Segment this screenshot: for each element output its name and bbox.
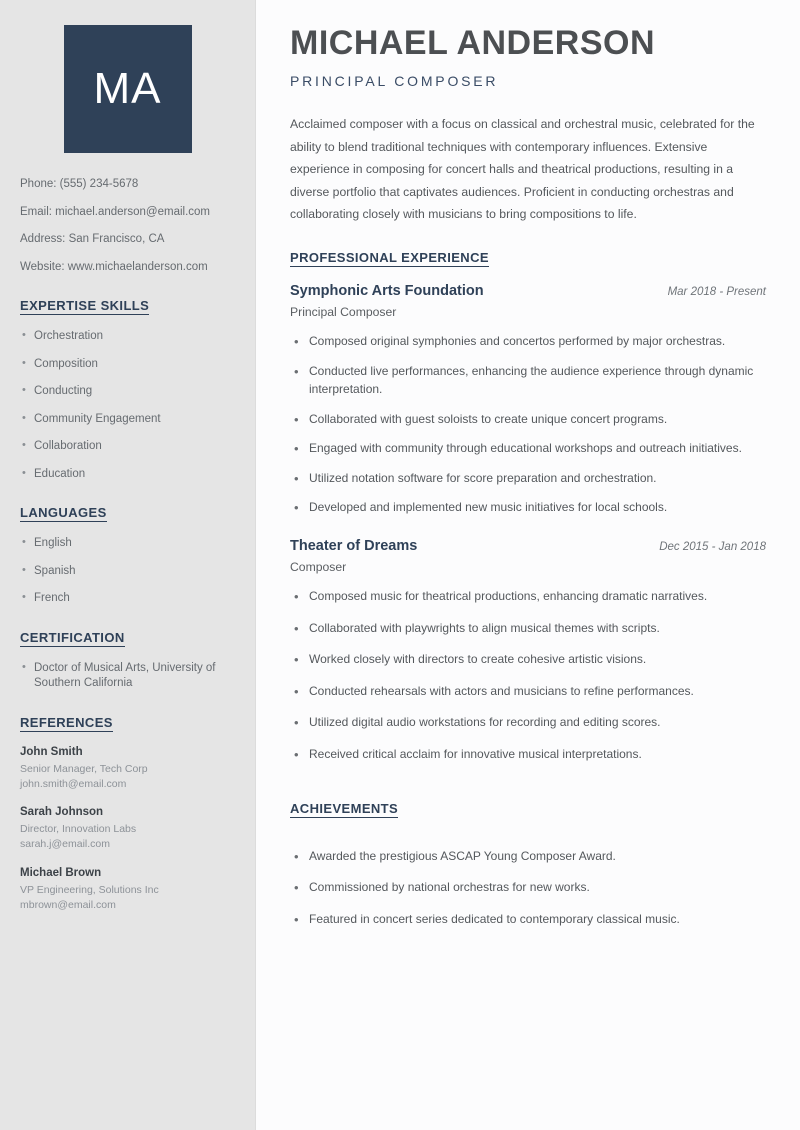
job-title: PRINCIPAL COMPOSER	[290, 73, 499, 90]
languages-list	[20, 536, 235, 607]
experience-header	[290, 538, 766, 554]
reference-role: Director, Innovation Labs	[20, 823, 137, 836]
employment-dates: Dec 2015 - Jan 2018	[659, 541, 766, 554]
summary-paragraph: Acclaimed composer with a focus on classical and orchestral music, celebrated for the ability to blend traditional techniques with contemporary influences. Extensive experience in composing for concert halls and theatrical productions, resulting in a diverse portfolio that captivates audiences. Proficient in conducting orchestras and collaborating closely with musicians to bring compositions to life.	[290, 117, 755, 222]
list-item: • Awarded the prestigious ASCAP Young Composer Award.	[290, 847, 766, 866]
list-item: • Doctor of Musical Arts, University of Southern California	[20, 661, 235, 692]
list-item: • Conducted rehearsals with actors and musicians to refine performances.	[290, 682, 766, 701]
contact-website: Website: www.michaelanderson.com	[20, 260, 208, 273]
reference-name: Sarah Johnson	[20, 806, 104, 819]
list-item: • Composition	[20, 357, 235, 373]
list-item: • Utilized notation software for score preparation and orchestration.	[290, 469, 766, 488]
list-item: • Collaborated with guest soloists to create unique concert programs.	[290, 410, 766, 429]
reference-email: sarah.j@email.com	[20, 838, 111, 851]
list-item	[20, 806, 235, 852]
page-title: MICHAEL ANDERSON	[290, 24, 656, 62]
experience-entry	[290, 283, 766, 517]
job-role: Composer	[290, 560, 347, 575]
section-expertise-skills	[20, 297, 235, 482]
list-item: • Engaged with community through educational workshops and outreach initiatives.	[290, 439, 766, 458]
sidebar	[0, 0, 256, 1130]
list-item: • Composed original symphonies and concertos performed by major orchestras.	[290, 332, 766, 351]
experience-header	[290, 283, 766, 299]
list-item: • Worked closely with directors to create cohesive artistic visions.	[290, 650, 766, 669]
references-heading: REFERENCES	[20, 714, 113, 730]
list-item: • Education	[20, 467, 235, 483]
experience-bullets	[290, 587, 766, 764]
contact-address: Address: San Francisco, CA	[20, 233, 165, 246]
list-item: • Conducting	[20, 384, 235, 400]
list-item: • Developed and implemented new music initiatives for local schools.	[290, 498, 766, 517]
main-content	[256, 0, 800, 1130]
expertise-skills-list	[20, 329, 235, 482]
contact-email: Email: michael.anderson@email.com	[20, 205, 210, 218]
experience-entry	[290, 538, 766, 764]
reference-email: mbrown@email.com	[20, 898, 116, 911]
languages-heading: LANGUAGES	[20, 505, 107, 521]
reference-name: Michael Brown	[20, 866, 102, 879]
experience-bullets	[290, 332, 766, 517]
contact-info	[20, 177, 235, 275]
employment-dates: Mar 2018 - Present	[667, 285, 766, 298]
list-item: • Orchestration	[20, 329, 235, 345]
company-name: Symphonic Arts Foundation	[290, 282, 484, 299]
section-languages	[20, 504, 235, 607]
list-item	[20, 867, 235, 913]
avatar: MA	[64, 25, 192, 153]
certification-heading: CERTIFICATION	[20, 629, 125, 645]
list-item: • Conducted live performances, enhancing the audience experience through dynamic interpretation.	[290, 362, 766, 399]
job-role: Principal Composer	[290, 304, 397, 319]
professional-experience-heading: PROFESSIONAL EXPERIENCE	[290, 249, 489, 265]
section-certification	[20, 629, 235, 692]
list-item: • Collaboration	[20, 439, 235, 455]
achievements-list	[290, 847, 766, 929]
expertise-skills-heading: EXPERTISE SKILLS	[20, 298, 150, 314]
reference-role: Senior Manager, Tech Corp	[20, 762, 148, 775]
list-item: • Spanish	[20, 564, 235, 580]
divider	[290, 528, 766, 538]
list-item: • English	[20, 536, 235, 552]
list-item: • Utilized digital audio workstations for recording and editing scores.	[290, 713, 766, 732]
certification-list	[20, 661, 235, 692]
reference-role: VP Engineering, Solutions Inc	[20, 883, 159, 896]
list-item: • French	[20, 591, 235, 607]
list-item: • Featured in concert series dedicated to contemporary classical music.	[290, 910, 766, 929]
company-name: Theater of Dreams	[290, 538, 418, 555]
list-item: • Composed music for theatrical productions, enhancing dramatic narratives.	[290, 587, 766, 606]
list-item: • Commissioned by national orchestras for new works.	[290, 878, 766, 897]
list-item	[20, 746, 235, 792]
list-item: • Received critical acclaim for innovative musical interpretations.	[290, 745, 766, 764]
achievements-heading: ACHIEVEMENTS	[290, 800, 399, 816]
list-item: • Community Engagement	[20, 412, 235, 428]
list-item: • Collaborated with playwrights to align musical themes with scripts.	[290, 619, 766, 638]
contact-phone: Phone: (555) 234-5678	[20, 178, 139, 190]
reference-name: John Smith	[20, 745, 83, 758]
section-references	[20, 714, 235, 913]
reference-email: john.smith@email.com	[20, 777, 127, 790]
avatar-container	[20, 25, 235, 153]
